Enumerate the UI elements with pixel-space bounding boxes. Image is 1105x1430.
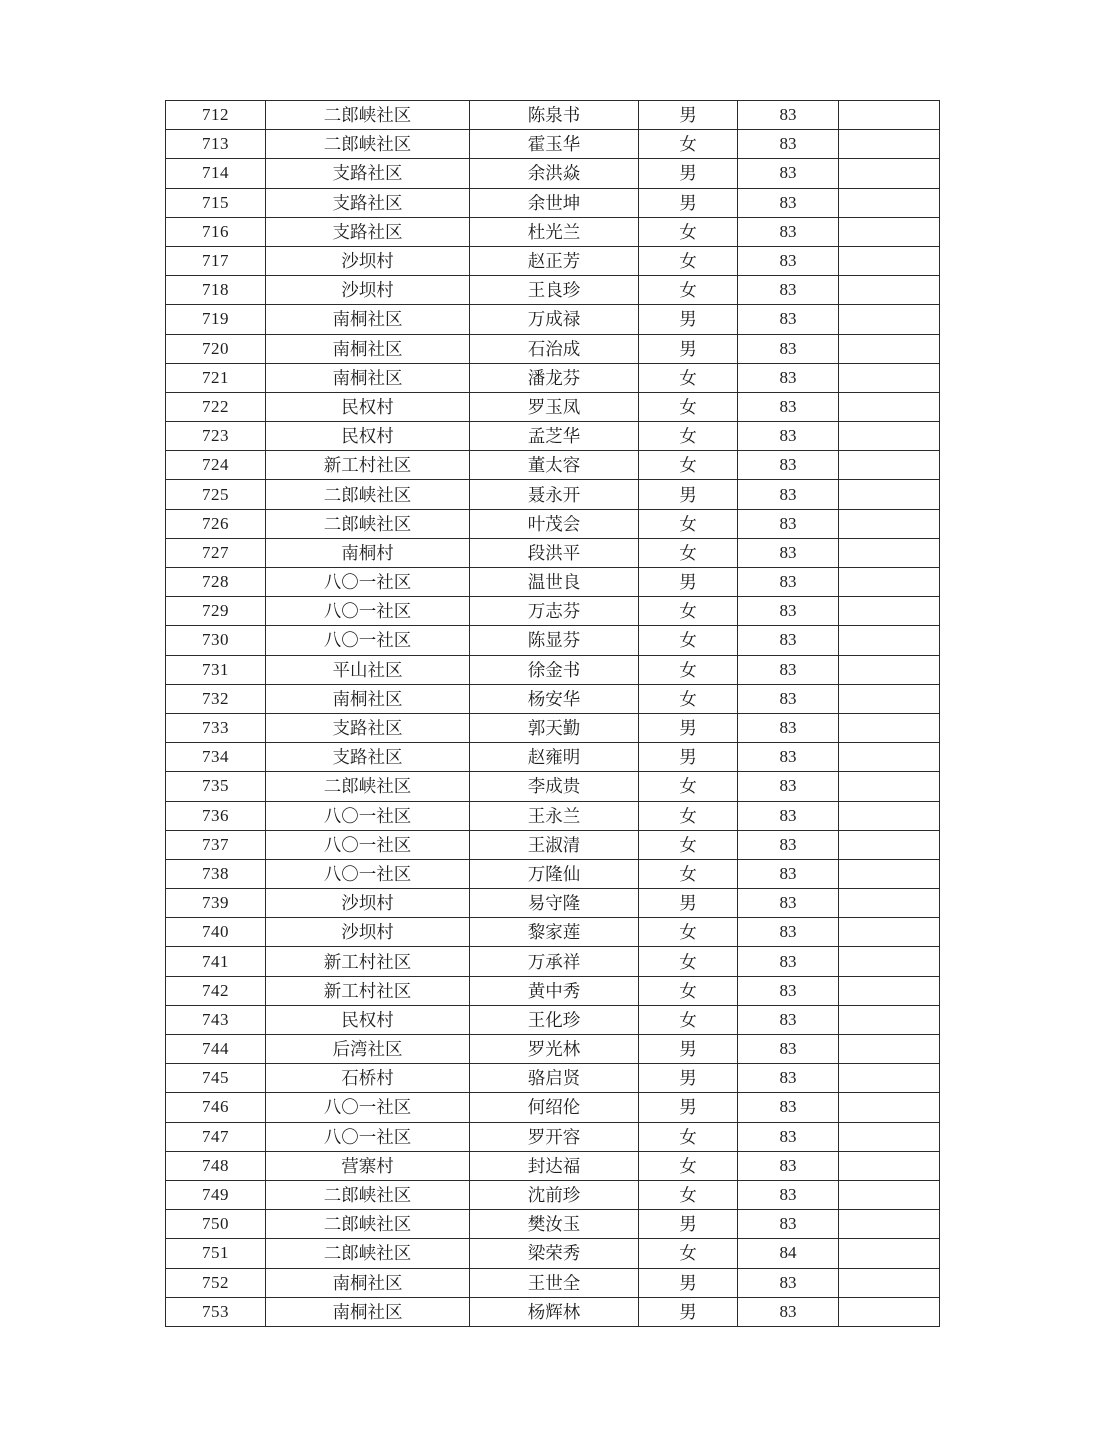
cell-person-name: 霍玉华 bbox=[470, 130, 639, 159]
cell-community: 南桐社区 bbox=[266, 334, 470, 363]
cell-number: 715 bbox=[166, 188, 266, 217]
cell-number: 716 bbox=[166, 217, 266, 246]
cell-age: 83 bbox=[738, 889, 839, 918]
cell-gender: 女 bbox=[639, 422, 738, 451]
cell-person-name: 董太容 bbox=[470, 451, 639, 480]
cell-note bbox=[839, 1064, 940, 1093]
cell-age: 83 bbox=[738, 334, 839, 363]
cell-note bbox=[839, 159, 940, 188]
cell-number: 719 bbox=[166, 305, 266, 334]
cell-person-name: 王永兰 bbox=[470, 801, 639, 830]
cell-age: 83 bbox=[738, 1005, 839, 1034]
cell-note bbox=[839, 1093, 940, 1122]
cell-note bbox=[839, 684, 940, 713]
cell-person-name: 易守隆 bbox=[470, 889, 639, 918]
cell-number: 734 bbox=[166, 743, 266, 772]
cell-number: 749 bbox=[166, 1180, 266, 1209]
cell-person-name: 郭天勤 bbox=[470, 713, 639, 742]
cell-person-name: 王世全 bbox=[470, 1268, 639, 1297]
cell-community: 沙坝村 bbox=[266, 889, 470, 918]
cell-person-name: 沈前珍 bbox=[470, 1180, 639, 1209]
table-row bbox=[166, 1122, 940, 1151]
cell-person-name: 段洪平 bbox=[470, 538, 639, 567]
cell-gender: 女 bbox=[639, 246, 738, 275]
cell-number: 742 bbox=[166, 976, 266, 1005]
cell-community: 平山社区 bbox=[266, 655, 470, 684]
roster-table bbox=[165, 100, 940, 1327]
cell-number: 738 bbox=[166, 859, 266, 888]
cell-community: 沙坝村 bbox=[266, 276, 470, 305]
cell-person-name: 赵雍明 bbox=[470, 743, 639, 772]
cell-age: 83 bbox=[738, 422, 839, 451]
cell-age: 83 bbox=[738, 538, 839, 567]
cell-gender: 男 bbox=[639, 568, 738, 597]
cell-age: 83 bbox=[738, 947, 839, 976]
cell-number: 735 bbox=[166, 772, 266, 801]
table-row bbox=[166, 1035, 940, 1064]
cell-note bbox=[839, 276, 940, 305]
cell-note bbox=[839, 334, 940, 363]
cell-age: 83 bbox=[738, 976, 839, 1005]
cell-number: 753 bbox=[166, 1297, 266, 1326]
cell-number: 739 bbox=[166, 889, 266, 918]
cell-community: 南桐社区 bbox=[266, 684, 470, 713]
cell-age: 83 bbox=[738, 1064, 839, 1093]
table-row bbox=[166, 363, 940, 392]
cell-community: 南桐社区 bbox=[266, 1268, 470, 1297]
cell-gender: 男 bbox=[639, 1297, 738, 1326]
cell-gender: 女 bbox=[639, 1239, 738, 1268]
cell-person-name: 杨安华 bbox=[470, 684, 639, 713]
table-row bbox=[166, 159, 940, 188]
cell-note bbox=[839, 1239, 940, 1268]
cell-note bbox=[839, 451, 940, 480]
cell-gender: 男 bbox=[639, 1268, 738, 1297]
cell-gender: 男 bbox=[639, 743, 738, 772]
cell-gender: 男 bbox=[639, 1064, 738, 1093]
cell-community: 八〇一社区 bbox=[266, 626, 470, 655]
cell-community: 八〇一社区 bbox=[266, 859, 470, 888]
cell-note bbox=[839, 1180, 940, 1209]
table-row bbox=[166, 743, 940, 772]
cell-number: 743 bbox=[166, 1005, 266, 1034]
cell-number: 744 bbox=[166, 1035, 266, 1064]
cell-number: 721 bbox=[166, 363, 266, 392]
roster-table-body bbox=[166, 101, 940, 1327]
cell-note bbox=[839, 1035, 940, 1064]
cell-person-name: 孟芝华 bbox=[470, 422, 639, 451]
cell-age: 83 bbox=[738, 568, 839, 597]
cell-age: 83 bbox=[738, 1093, 839, 1122]
cell-note bbox=[839, 597, 940, 626]
cell-gender: 男 bbox=[639, 480, 738, 509]
table-row bbox=[166, 1093, 940, 1122]
cell-age: 83 bbox=[738, 743, 839, 772]
cell-community: 二郎峡社区 bbox=[266, 1180, 470, 1209]
cell-person-name: 聂永开 bbox=[470, 480, 639, 509]
table-row bbox=[166, 1005, 940, 1034]
cell-gender: 男 bbox=[639, 305, 738, 334]
cell-age: 83 bbox=[738, 101, 839, 130]
cell-note bbox=[839, 801, 940, 830]
cell-number: 727 bbox=[166, 538, 266, 567]
cell-gender: 男 bbox=[639, 334, 738, 363]
cell-community: 新工村社区 bbox=[266, 947, 470, 976]
table-row bbox=[166, 889, 940, 918]
table-row bbox=[166, 392, 940, 421]
cell-number: 717 bbox=[166, 246, 266, 275]
cell-community: 八〇一社区 bbox=[266, 1122, 470, 1151]
cell-person-name: 黎家莲 bbox=[470, 918, 639, 947]
cell-person-name: 罗玉凤 bbox=[470, 392, 639, 421]
cell-community: 民权村 bbox=[266, 422, 470, 451]
table-row bbox=[166, 334, 940, 363]
cell-person-name: 万隆仙 bbox=[470, 859, 639, 888]
cell-note bbox=[839, 101, 940, 130]
cell-person-name: 黄中秀 bbox=[470, 976, 639, 1005]
cell-community: 支路社区 bbox=[266, 159, 470, 188]
cell-person-name: 赵正芳 bbox=[470, 246, 639, 275]
cell-age: 83 bbox=[738, 597, 839, 626]
cell-gender: 男 bbox=[639, 188, 738, 217]
cell-number: 737 bbox=[166, 830, 266, 859]
cell-gender: 女 bbox=[639, 1122, 738, 1151]
table-row bbox=[166, 1151, 940, 1180]
cell-age: 83 bbox=[738, 626, 839, 655]
cell-age: 83 bbox=[738, 1151, 839, 1180]
table-row bbox=[166, 188, 940, 217]
cell-community: 支路社区 bbox=[266, 188, 470, 217]
cell-gender: 女 bbox=[639, 859, 738, 888]
table-row bbox=[166, 1297, 940, 1326]
cell-number: 729 bbox=[166, 597, 266, 626]
cell-person-name: 王良珍 bbox=[470, 276, 639, 305]
cell-number: 728 bbox=[166, 568, 266, 597]
cell-age: 83 bbox=[738, 217, 839, 246]
cell-number: 730 bbox=[166, 626, 266, 655]
cell-note bbox=[839, 130, 940, 159]
cell-gender: 女 bbox=[639, 276, 738, 305]
cell-note bbox=[839, 480, 940, 509]
cell-note bbox=[839, 246, 940, 275]
cell-community: 沙坝村 bbox=[266, 918, 470, 947]
cell-community: 八〇一社区 bbox=[266, 1093, 470, 1122]
cell-age: 83 bbox=[738, 684, 839, 713]
cell-community: 二郎峡社区 bbox=[266, 480, 470, 509]
table-row bbox=[166, 830, 940, 859]
cell-community: 南桐村 bbox=[266, 538, 470, 567]
cell-person-name: 樊汝玉 bbox=[470, 1210, 639, 1239]
cell-note bbox=[839, 363, 940, 392]
cell-note bbox=[839, 1122, 940, 1151]
cell-note bbox=[839, 509, 940, 538]
cell-note bbox=[839, 392, 940, 421]
cell-note bbox=[839, 1297, 940, 1326]
cell-age: 83 bbox=[738, 451, 839, 480]
cell-gender: 女 bbox=[639, 392, 738, 421]
table-row bbox=[166, 538, 940, 567]
cell-number: 751 bbox=[166, 1239, 266, 1268]
cell-number: 723 bbox=[166, 422, 266, 451]
cell-person-name: 石治成 bbox=[470, 334, 639, 363]
cell-number: 750 bbox=[166, 1210, 266, 1239]
cell-community: 新工村社区 bbox=[266, 976, 470, 1005]
cell-gender: 女 bbox=[639, 1151, 738, 1180]
cell-number: 725 bbox=[166, 480, 266, 509]
cell-age: 83 bbox=[738, 1180, 839, 1209]
cell-person-name: 万成禄 bbox=[470, 305, 639, 334]
cell-note bbox=[839, 859, 940, 888]
cell-gender: 女 bbox=[639, 976, 738, 1005]
table-row bbox=[166, 976, 940, 1005]
cell-community: 新工村社区 bbox=[266, 451, 470, 480]
table-row bbox=[166, 1268, 940, 1297]
cell-community: 二郎峡社区 bbox=[266, 1239, 470, 1268]
cell-note bbox=[839, 713, 940, 742]
cell-community: 民权村 bbox=[266, 1005, 470, 1034]
cell-age: 83 bbox=[738, 1122, 839, 1151]
cell-community: 八〇一社区 bbox=[266, 801, 470, 830]
cell-number: 741 bbox=[166, 947, 266, 976]
table-row bbox=[166, 655, 940, 684]
cell-age: 83 bbox=[738, 392, 839, 421]
table-row bbox=[166, 305, 940, 334]
cell-age: 83 bbox=[738, 363, 839, 392]
cell-community: 支路社区 bbox=[266, 713, 470, 742]
cell-person-name: 罗开容 bbox=[470, 1122, 639, 1151]
cell-community: 南桐社区 bbox=[266, 305, 470, 334]
cell-number: 731 bbox=[166, 655, 266, 684]
cell-age: 83 bbox=[738, 918, 839, 947]
cell-note bbox=[839, 976, 940, 1005]
cell-gender: 男 bbox=[639, 1035, 738, 1064]
cell-number: 732 bbox=[166, 684, 266, 713]
cell-community: 营寨村 bbox=[266, 1151, 470, 1180]
table-row bbox=[166, 1064, 940, 1093]
cell-note bbox=[839, 1268, 940, 1297]
cell-note bbox=[839, 772, 940, 801]
cell-number: 713 bbox=[166, 130, 266, 159]
cell-community: 支路社区 bbox=[266, 743, 470, 772]
cell-community: 沙坝村 bbox=[266, 246, 470, 275]
cell-person-name: 温世良 bbox=[470, 568, 639, 597]
table-row bbox=[166, 101, 940, 130]
cell-community: 民权村 bbox=[266, 392, 470, 421]
table-row bbox=[166, 684, 940, 713]
cell-number: 733 bbox=[166, 713, 266, 742]
cell-note bbox=[839, 918, 940, 947]
table-row bbox=[166, 801, 940, 830]
cell-note bbox=[839, 743, 940, 772]
cell-gender: 女 bbox=[639, 801, 738, 830]
cell-number: 722 bbox=[166, 392, 266, 421]
cell-person-name: 陈泉书 bbox=[470, 101, 639, 130]
cell-community: 八〇一社区 bbox=[266, 830, 470, 859]
cell-number: 746 bbox=[166, 1093, 266, 1122]
cell-number: 747 bbox=[166, 1122, 266, 1151]
table-row bbox=[166, 918, 940, 947]
cell-community: 二郎峡社区 bbox=[266, 130, 470, 159]
cell-community: 二郎峡社区 bbox=[266, 1210, 470, 1239]
cell-gender: 女 bbox=[639, 1180, 738, 1209]
cell-person-name: 罗光林 bbox=[470, 1035, 639, 1064]
cell-gender: 男 bbox=[639, 889, 738, 918]
cell-number: 745 bbox=[166, 1064, 266, 1093]
cell-community: 二郎峡社区 bbox=[266, 509, 470, 538]
table-row bbox=[166, 772, 940, 801]
cell-person-name: 李成贵 bbox=[470, 772, 639, 801]
cell-gender: 女 bbox=[639, 655, 738, 684]
cell-age: 83 bbox=[738, 713, 839, 742]
cell-note bbox=[839, 626, 940, 655]
cell-age: 83 bbox=[738, 188, 839, 217]
cell-person-name: 梁荣秀 bbox=[470, 1239, 639, 1268]
cell-number: 740 bbox=[166, 918, 266, 947]
cell-person-name: 潘龙芬 bbox=[470, 363, 639, 392]
table-row bbox=[166, 626, 940, 655]
cell-gender: 女 bbox=[639, 684, 738, 713]
cell-community: 后湾社区 bbox=[266, 1035, 470, 1064]
cell-note bbox=[839, 568, 940, 597]
table-row bbox=[166, 217, 940, 246]
cell-number: 752 bbox=[166, 1268, 266, 1297]
cell-age: 83 bbox=[738, 830, 839, 859]
cell-gender: 女 bbox=[639, 918, 738, 947]
cell-person-name: 徐金书 bbox=[470, 655, 639, 684]
cell-community: 南桐社区 bbox=[266, 363, 470, 392]
cell-community: 八〇一社区 bbox=[266, 597, 470, 626]
cell-note bbox=[839, 830, 940, 859]
cell-age: 83 bbox=[738, 1210, 839, 1239]
cell-age: 83 bbox=[738, 305, 839, 334]
cell-person-name: 王化珍 bbox=[470, 1005, 639, 1034]
cell-number: 726 bbox=[166, 509, 266, 538]
cell-person-name: 余世坤 bbox=[470, 188, 639, 217]
table-row bbox=[166, 130, 940, 159]
cell-person-name: 叶茂会 bbox=[470, 509, 639, 538]
cell-age: 83 bbox=[738, 130, 839, 159]
cell-note bbox=[839, 305, 940, 334]
cell-person-name: 封达福 bbox=[470, 1151, 639, 1180]
table-row bbox=[166, 509, 940, 538]
table-row bbox=[166, 246, 940, 275]
table-row bbox=[166, 422, 940, 451]
cell-community: 二郎峡社区 bbox=[266, 772, 470, 801]
cell-age: 83 bbox=[738, 509, 839, 538]
cell-number: 720 bbox=[166, 334, 266, 363]
cell-age: 83 bbox=[738, 655, 839, 684]
cell-person-name: 余洪焱 bbox=[470, 159, 639, 188]
cell-note bbox=[839, 188, 940, 217]
cell-age: 83 bbox=[738, 480, 839, 509]
cell-gender: 女 bbox=[639, 947, 738, 976]
cell-gender: 男 bbox=[639, 713, 738, 742]
cell-number: 736 bbox=[166, 801, 266, 830]
cell-gender: 女 bbox=[639, 772, 738, 801]
cell-note bbox=[839, 1151, 940, 1180]
cell-note bbox=[839, 947, 940, 976]
cell-person-name: 杨辉林 bbox=[470, 1297, 639, 1326]
cell-age: 83 bbox=[738, 772, 839, 801]
table-row bbox=[166, 1239, 940, 1268]
cell-note bbox=[839, 217, 940, 246]
cell-age: 83 bbox=[738, 1035, 839, 1064]
cell-person-name: 万承祥 bbox=[470, 947, 639, 976]
cell-gender: 男 bbox=[639, 101, 738, 130]
cell-age: 83 bbox=[738, 159, 839, 188]
cell-person-name: 陈显芬 bbox=[470, 626, 639, 655]
cell-gender: 女 bbox=[639, 626, 738, 655]
cell-person-name: 王淑清 bbox=[470, 830, 639, 859]
cell-age: 83 bbox=[738, 1297, 839, 1326]
cell-person-name: 骆启贤 bbox=[470, 1064, 639, 1093]
table-row bbox=[166, 276, 940, 305]
cell-note bbox=[839, 655, 940, 684]
table-row bbox=[166, 1210, 940, 1239]
cell-gender: 男 bbox=[639, 1210, 738, 1239]
table-row bbox=[166, 947, 940, 976]
table-row bbox=[166, 713, 940, 742]
cell-age: 83 bbox=[738, 801, 839, 830]
cell-number: 712 bbox=[166, 101, 266, 130]
cell-person-name: 何绍伦 bbox=[470, 1093, 639, 1122]
cell-community: 南桐社区 bbox=[266, 1297, 470, 1326]
table-row bbox=[166, 568, 940, 597]
cell-community: 支路社区 bbox=[266, 217, 470, 246]
cell-note bbox=[839, 1005, 940, 1034]
cell-community: 二郎峡社区 bbox=[266, 101, 470, 130]
cell-number: 718 bbox=[166, 276, 266, 305]
cell-note bbox=[839, 422, 940, 451]
cell-gender: 女 bbox=[639, 217, 738, 246]
cell-note bbox=[839, 538, 940, 567]
cell-age: 83 bbox=[738, 276, 839, 305]
cell-number: 714 bbox=[166, 159, 266, 188]
cell-age: 84 bbox=[738, 1239, 839, 1268]
table-row bbox=[166, 859, 940, 888]
cell-number: 748 bbox=[166, 1151, 266, 1180]
cell-note bbox=[839, 889, 940, 918]
cell-gender: 女 bbox=[639, 830, 738, 859]
cell-person-name: 万志芬 bbox=[470, 597, 639, 626]
table-row bbox=[166, 480, 940, 509]
cell-gender: 女 bbox=[639, 1005, 738, 1034]
cell-community: 八〇一社区 bbox=[266, 568, 470, 597]
cell-person-name: 杜光兰 bbox=[470, 217, 639, 246]
cell-age: 83 bbox=[738, 246, 839, 275]
cell-gender: 女 bbox=[639, 597, 738, 626]
cell-gender: 女 bbox=[639, 363, 738, 392]
cell-age: 83 bbox=[738, 1268, 839, 1297]
table-row bbox=[166, 1180, 940, 1209]
cell-gender: 女 bbox=[639, 509, 738, 538]
cell-gender: 男 bbox=[639, 1093, 738, 1122]
table-row bbox=[166, 451, 940, 480]
cell-community: 石桥村 bbox=[266, 1064, 470, 1093]
cell-number: 724 bbox=[166, 451, 266, 480]
table-row bbox=[166, 597, 940, 626]
cell-gender: 男 bbox=[639, 159, 738, 188]
cell-age: 83 bbox=[738, 859, 839, 888]
cell-gender: 女 bbox=[639, 130, 738, 159]
cell-gender: 女 bbox=[639, 538, 738, 567]
cell-gender: 女 bbox=[639, 451, 738, 480]
cell-note bbox=[839, 1210, 940, 1239]
